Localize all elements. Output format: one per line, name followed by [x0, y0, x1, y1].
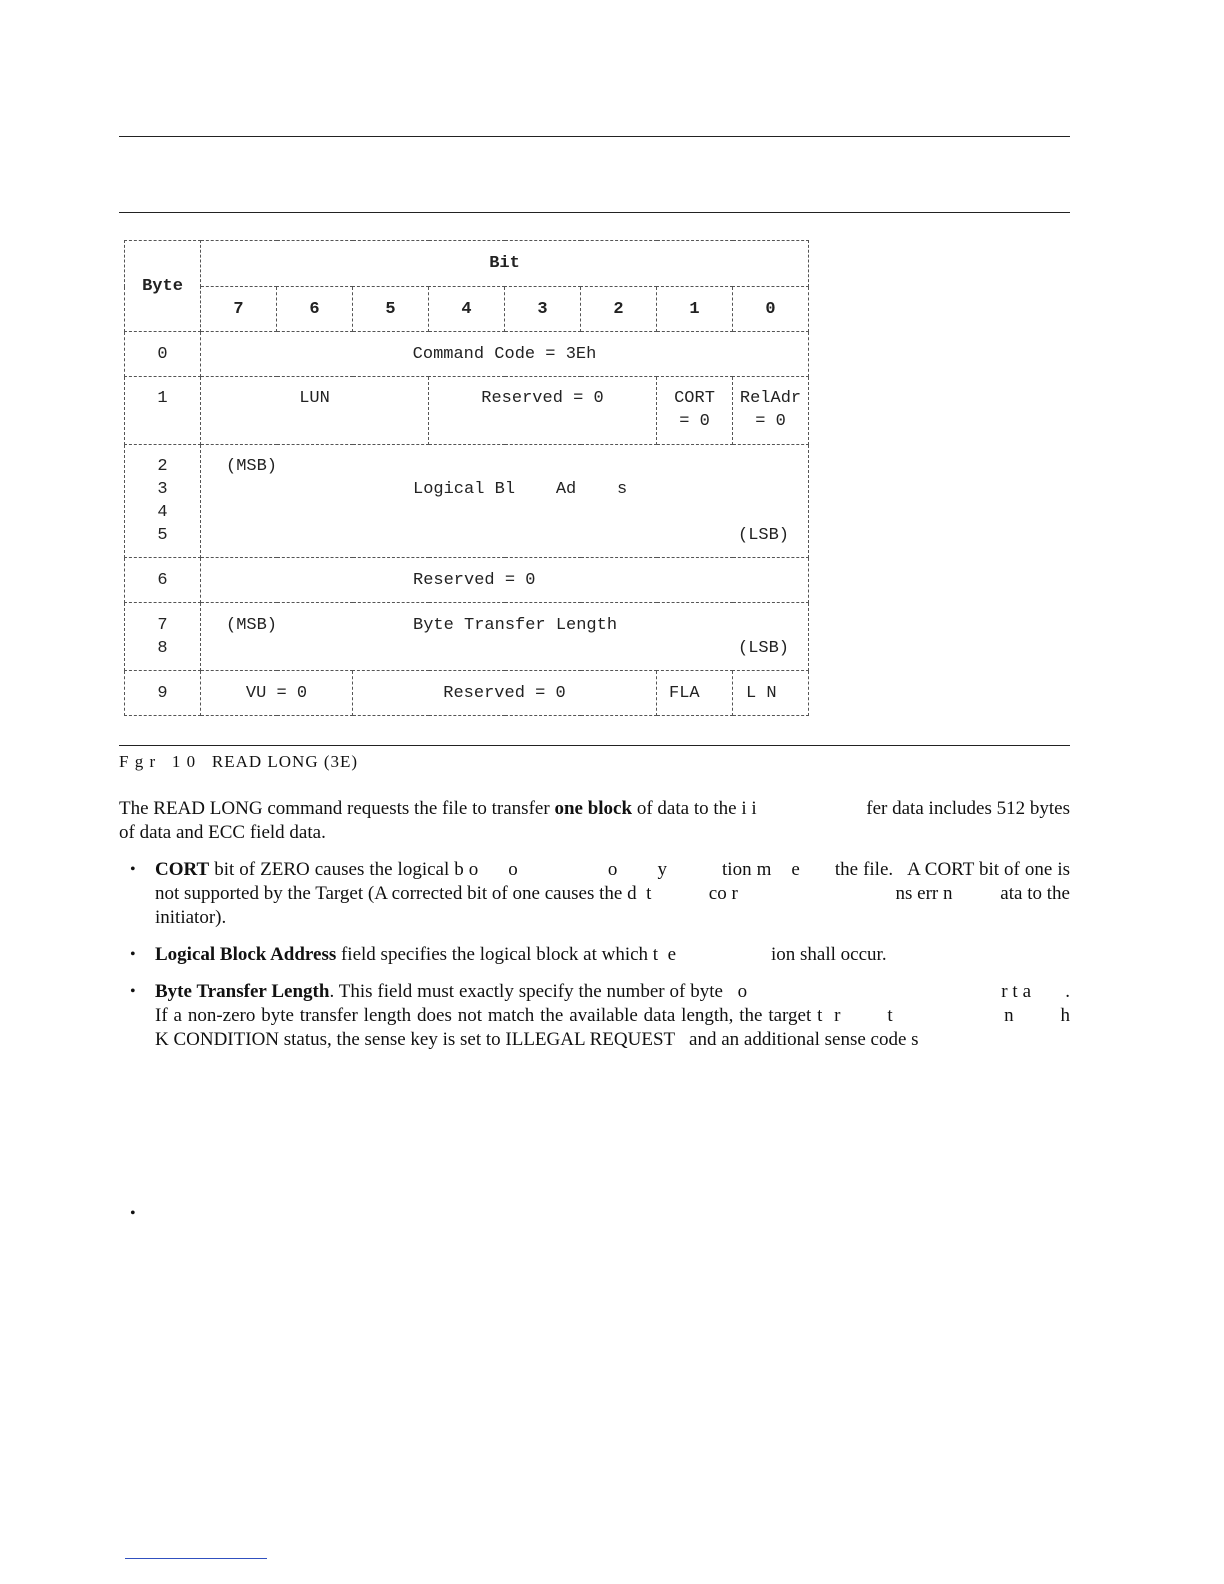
bullet-btl [155, 980, 1127, 1052]
byte-6-label: 6 [125, 558, 201, 603]
row-byte-2-5 [125, 445, 809, 558]
lba-msb: (MSB) [226, 457, 278, 476]
row-byte-9 [125, 671, 809, 716]
row-byte-7-8 [125, 603, 809, 671]
byte-4-label: 4 [157, 503, 168, 522]
byte-7-label: 7 [157, 615, 168, 635]
ln-text: L N [746, 683, 777, 703]
byte-5-label: 5 [157, 526, 168, 545]
footer-link-rule [125, 1558, 267, 1559]
cort-line1: CORT [674, 389, 715, 408]
bullet-icon: • [130, 946, 136, 963]
bullet-lba-text: field specifies the logical block at which t e ion shall occur. [336, 944, 887, 965]
reserved-byte6-text: Reserved = 0 [413, 570, 536, 590]
bit-4: 4 [429, 287, 505, 332]
bit-0: 0 [733, 287, 809, 332]
btl-label: Byte Transfer Length [413, 615, 618, 635]
reladr-field [733, 377, 809, 445]
reserved-field-byte1: Reserved = 0 [429, 377, 657, 445]
figure-rule [119, 745, 1070, 746]
bullet-lba-label: Logical Block Address [155, 944, 337, 965]
bullet-icon: • [130, 983, 136, 1000]
cdb-table [124, 240, 809, 716]
bullet-cort-text: bit of ZERO causes the logical b o o o y tion m e the file. A CORT bit of one is not supported by the Target (A corrected bit of one causes the d t co r ns err n ata to the initiator). [155, 859, 1075, 928]
bullet-cort [155, 858, 1075, 930]
command-code-field: Command Code = 3Eh [201, 332, 809, 377]
cort-line2: = 0 [679, 412, 710, 431]
byte-3-label: 3 [157, 480, 168, 499]
byte-2-label: 2 [157, 457, 168, 476]
header-rule [119, 212, 1070, 213]
bullet-btl-label: Byte Transfer Length [155, 981, 330, 1002]
lba-lsb: (LSB) [738, 526, 790, 545]
figure-caption: F g r 1 0 READ LONG (3E) [119, 752, 359, 771]
ln-field [733, 671, 809, 716]
byte-transfer-length-field [201, 603, 809, 671]
fla-text: FLA [669, 683, 700, 703]
intro-paragraph [119, 797, 1075, 845]
reladr-line1: RelAdr [739, 389, 802, 408]
row-byte-0 [125, 332, 809, 377]
lba-label: Logical Bl Ad s [413, 480, 628, 499]
reladr-line2: = 0 [755, 412, 786, 431]
intro-bold: one block [554, 798, 633, 819]
intro-text-2: of data to the i i fer data includes 512 bytes of data and ECC field data. [119, 798, 1075, 843]
byte-2-5-labels [125, 445, 201, 558]
bit-3: 3 [505, 287, 581, 332]
bit-6: 6 [277, 287, 353, 332]
bit-2: 2 [581, 287, 657, 332]
byte-8-label: 8 [157, 638, 168, 658]
row-byte-6 [125, 558, 809, 603]
byte-7-8-labels [125, 603, 201, 671]
bit-7: 7 [201, 287, 277, 332]
row-byte-1 [125, 377, 809, 445]
bullet-icon: • [130, 1205, 136, 1222]
logical-block-address-field [201, 445, 809, 558]
vu-field: VU = 0 [201, 671, 353, 716]
btl-lsb: (LSB) [738, 638, 790, 658]
byte-0-label: 0 [125, 332, 201, 377]
bullet-icon: • [130, 861, 136, 878]
top-rule [119, 136, 1070, 137]
lun-field: LUN [201, 377, 429, 445]
reserved-field-byte9: Reserved = 0 [353, 671, 657, 716]
reserved-field-byte6 [201, 558, 809, 603]
byte-9-label: 9 [125, 671, 201, 716]
bullet-cort-label: CORT [155, 859, 210, 880]
cort-field [657, 377, 733, 445]
intro-text-1: The READ LONG command requests the file to transfer [119, 798, 555, 819]
bullet-btl-text: . This field must exactly specify the number of byte o r t a . If a non-zero byte transfer length does not match the available data length, the target t r t n h K CONDITION status, the sense key is set to ILLEGAL REQUEST and an additional sense code s [155, 981, 1127, 1050]
btl-msb: (MSB) [226, 615, 278, 635]
bit-1: 1 [657, 287, 733, 332]
bullet-lba [155, 943, 1070, 967]
bit-header: Bit [201, 241, 809, 287]
fla-field [657, 671, 733, 716]
bit-5: 5 [353, 287, 429, 332]
byte-header: Byte [125, 241, 201, 332]
byte-1-label: 1 [125, 377, 201, 445]
